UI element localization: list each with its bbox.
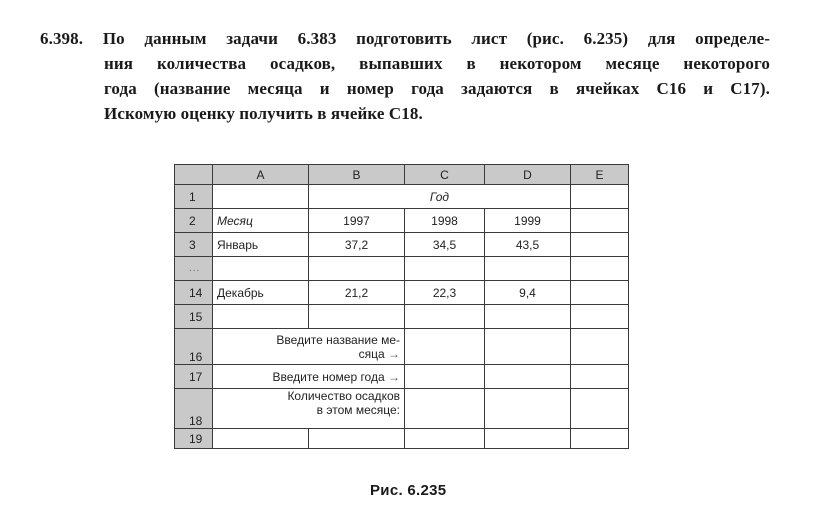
sheet-row-1	[175, 185, 629, 209]
row-header-18: 18	[175, 389, 213, 429]
corner-cell	[175, 165, 213, 185]
cell-c2: 1998	[405, 209, 485, 233]
arrow-right-icon: →	[388, 369, 400, 384]
problem-line-1: 6.398. По данным задачи 6.383 подготовить лист (рис. 6.235) для определе-	[40, 29, 770, 48]
cell-b2: 1997	[309, 209, 405, 233]
cell-gap-a	[213, 257, 309, 281]
column-header-d: D	[485, 165, 571, 185]
sheet-row-3	[175, 233, 629, 257]
month-prompt-line-1: Введите название ме-	[276, 332, 400, 347]
cell-d16	[485, 329, 571, 365]
cell-d18	[485, 389, 571, 429]
column-header-c: C	[405, 165, 485, 185]
row-header-16: 16	[175, 329, 213, 365]
cell-e14	[571, 281, 629, 305]
cell-b14: 21,2	[309, 281, 405, 305]
precip-label-line-2: в этом месяце:	[316, 403, 400, 417]
spreadsheet-figure	[174, 164, 629, 449]
column-header-a: A	[213, 165, 309, 185]
cell-a14: Декабрь	[213, 281, 309, 305]
cell-a15	[213, 305, 309, 329]
cell-d17	[485, 365, 571, 389]
row-header-1: 1	[175, 185, 213, 209]
cell-e16	[571, 329, 629, 365]
cell-d19	[485, 429, 571, 449]
cell-c19	[405, 429, 485, 449]
figure-caption: Рис. 6.235	[370, 482, 447, 499]
cell-b15	[309, 305, 405, 329]
cell-gap-c	[405, 257, 485, 281]
cell-a18-b18-label	[213, 389, 405, 429]
cell-b19	[309, 429, 405, 449]
cell-b3: 37,2	[309, 233, 405, 257]
cell-d14: 9,4	[485, 281, 571, 305]
row-header-gap: ...	[175, 257, 213, 281]
problem-line-4: Искомую оценку получить в ячейке C18.	[104, 104, 423, 123]
problem-number: 6.398.	[40, 29, 84, 48]
cell-gap-d	[485, 257, 571, 281]
cell-c14: 22,3	[405, 281, 485, 305]
row-header-14: 14	[175, 281, 213, 305]
cell-a2: Месяц	[213, 209, 309, 233]
cell-a3: Январь	[213, 233, 309, 257]
problem-statement	[40, 26, 770, 126]
row-header-2: 2	[175, 209, 213, 233]
sheet-row-16	[175, 329, 629, 365]
cell-e3	[571, 233, 629, 257]
cell-d15	[485, 305, 571, 329]
cell-c16-month-input	[405, 329, 485, 365]
cell-a17-b17-prompt: Введите номер года →	[213, 365, 405, 389]
sheet-row-18	[175, 389, 629, 429]
row-header-19: 19	[175, 429, 213, 449]
column-header-row	[175, 165, 629, 185]
row-header-3: 3	[175, 233, 213, 257]
cell-a1	[213, 185, 309, 209]
cell-e17	[571, 365, 629, 389]
cell-a16-b16-prompt	[213, 329, 405, 365]
sheet-row-15	[175, 305, 629, 329]
cell-d2: 1999	[485, 209, 571, 233]
sheet-row-2	[175, 209, 629, 233]
precip-label-line-1: Количество осадков	[287, 389, 400, 403]
cell-e15	[571, 305, 629, 329]
sheet-row-19	[175, 429, 629, 449]
sheet-row-17	[175, 365, 629, 389]
problem-line-3: года (название месяца и номер года задаются в ячейках C16 и C17).	[104, 79, 770, 98]
cell-a19	[213, 429, 309, 449]
cell-e19	[571, 429, 629, 449]
cell-d3: 43,5	[485, 233, 571, 257]
cell-c18-result	[405, 389, 485, 429]
row-header-15: 15	[175, 305, 213, 329]
cell-e1	[571, 185, 629, 209]
cell-gap-b	[309, 257, 405, 281]
sheet-row-gap	[175, 257, 629, 281]
target-cell-ref: C18.	[388, 104, 423, 123]
problem-line-2: ния количества осадков, выпавших в некотором месяце некоторого	[104, 54, 770, 73]
cell-b1-d1-year: Год	[309, 185, 571, 209]
cell-c17-year-input	[405, 365, 485, 389]
sheet-row-14	[175, 281, 629, 305]
column-header-e: E	[571, 165, 629, 185]
column-header-b: B	[309, 165, 405, 185]
cell-gap-e	[571, 257, 629, 281]
row-header-17: 17	[175, 365, 213, 389]
cell-e18	[571, 389, 629, 429]
month-prompt-line-2: сяца →	[358, 346, 400, 361]
cell-e2	[571, 209, 629, 233]
cell-c15	[405, 305, 485, 329]
arrow-right-icon: →	[388, 346, 400, 361]
cell-c3: 34,5	[405, 233, 485, 257]
